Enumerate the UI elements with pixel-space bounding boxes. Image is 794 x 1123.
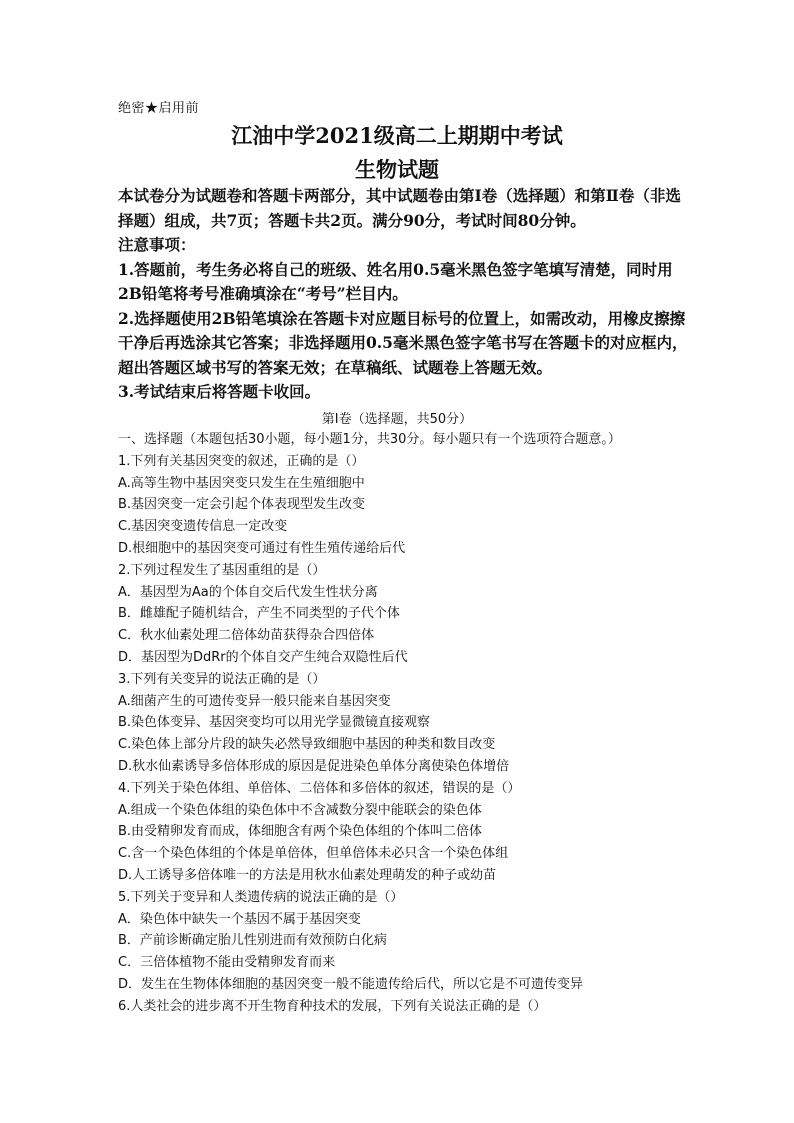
exam-title: 江油中学2021级高二上期期中考试 <box>231 123 563 148</box>
exam-instructions <box>118 184 688 405</box>
question-stem: 5.下列关于变异和人类遗传病的说法正确的是（） <box>118 889 404 905</box>
notice-item-3: 3.考试结束后将答题卡收回。 <box>118 382 321 401</box>
notice-heading: 注意事项： <box>118 235 196 254</box>
question-option: C．三倍体植物不能由受精卵发育而来 <box>118 955 336 971</box>
exam-subject-title: 生物试题 <box>355 157 439 182</box>
question-option: D．发生在生物体体细胞的基因突变一般不能遗传给后代，所以它是不可遗传变异 <box>118 976 584 992</box>
question-option: C.基因突变遗传信息一定改变 <box>118 519 288 535</box>
question-stem: 2.下列过程发生了基因重组的是（） <box>118 562 326 578</box>
question-option: A．基因型为Aa的个体自交后代发生性状分离 <box>118 584 378 600</box>
question-stem: 6.人类社会的进步离不开生物育种技术的发展，下列有关说法正确的是（） <box>118 998 547 1014</box>
question-stem: 3.下列有关变异的说法正确的是（） <box>118 671 326 687</box>
question-option: D.秋水仙素诱导多倍体形成的原因是促进染色单体分离使染色体增倍 <box>118 758 510 774</box>
notice-item-2: 2.选择题使用2B铅笔填涂在答题卡对应题目标号的位置上，如需改动，用橡皮擦擦干净后再选涂其它答案；非选择题用0.5毫米黑色签字笔书写在答题卡的对应框内，超出答题区域书写的答案无效；在草稿纸、试题卷上答题无效。 <box>118 308 688 377</box>
question-option: B．产前诊断确定胎儿性别进而有效预防白化病 <box>118 933 387 949</box>
question-option: B．雌雄配子随机结合，产生不同类型的子代个体 <box>118 606 400 622</box>
question-option: D．基因型为DdRr的个体自交产生纯合双隐性后代 <box>118 649 408 665</box>
question-option: A.细菌产生的可遗传变异一般只能来自基因突变 <box>118 693 391 709</box>
question-option: B.由受精卵发育而成，体细胞含有两个染色体组的个体叫二倍体 <box>118 824 483 840</box>
section-header: 第Ⅰ卷（选择题，共50分） <box>321 412 473 427</box>
questions-area <box>118 429 698 1018</box>
question-stem: 1.下列有关基因突变的叙述，正确的是（） <box>118 453 365 469</box>
section-instruction: 一、选择题（本题包括30小题，每小题1分，共30分。每小题只有一个选项符合题意。） <box>118 432 621 447</box>
question-stem: 4.下列关于染色体组、单倍体、二倍体和多倍体的叙述，错误的是（） <box>118 780 521 796</box>
question-option: A.组成一个染色体组的染色体中不含减数分裂中能联会的染色体 <box>118 802 482 818</box>
notice-item-1: 1.答题前，考生务必将自己的班级、姓名用0.5毫米黑色签字笔填写清楚，同时用2B铅笔将考号准确填涂在“考号”栏目内。 <box>118 259 673 303</box>
question-option: A．染色体中缺失一个基因不属于基因突变 <box>118 911 361 927</box>
question-option: B.基因突变一定会引起个体表现型发生改变 <box>118 497 366 513</box>
confidential-label: 绝密★启用前 <box>118 101 200 116</box>
question-option: C.含一个染色体组的个体是单倍体，但单倍体未必只含一个染色体组 <box>118 846 509 862</box>
question-option: C．秋水仙素处理二倍体幼苗获得杂合四倍体 <box>118 628 375 644</box>
question-option: C.染色体上部分片段的缺失必然导致细胞中基因的种类和数目改变 <box>118 737 496 753</box>
intro-paragraph: 本试卷分为试题卷和答题卡两部分，其中试题卷由第Ⅰ卷（选择题）和第Ⅱ卷（非选择题）组成，共7页；答题卡共2页。满分90分，考试时间80分钟。 <box>118 186 681 230</box>
question-option: D.根细胞中的基因突变可通过有性生殖传递给后代 <box>118 540 406 556</box>
question-option: D.人工诱导多倍体唯一的方法是用秋水仙素处理萌发的种子或幼苗 <box>118 867 497 883</box>
question-option: B.染色体变异、基因突变均可以用光学显微镜直接观察 <box>118 715 431 731</box>
question-option: A.高等生物中基因突变只发生在生殖细胞中 <box>118 475 365 491</box>
